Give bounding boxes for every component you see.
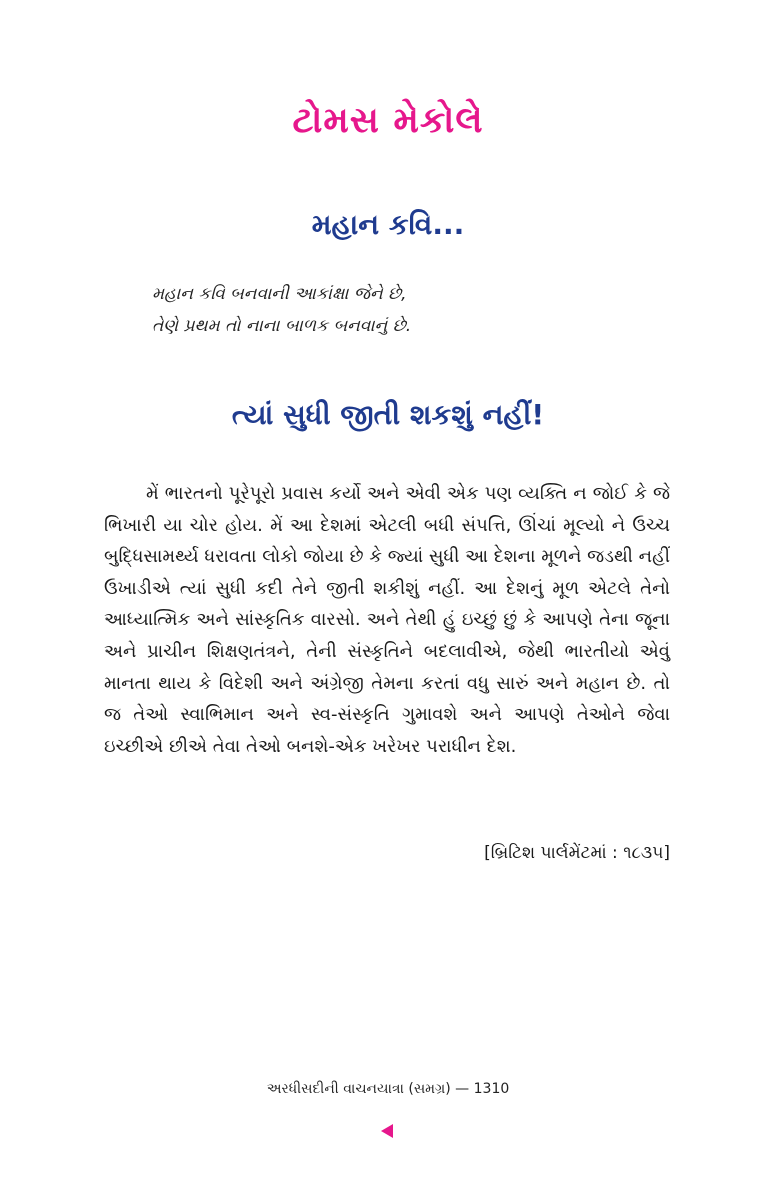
page-title: ટોમસ મેકોલે: [292, 100, 484, 141]
body-paragraph: મેં ભારતનો પૂરેપૂરો પ્રવાસ કર્યો અને એવી એક પણ વ્યક્તિ ન જોઈ કે જે ભિખારી યા ચોર હોય. મેં આ દેશમાં એટલી બધી સંપત્તિ, ઊંચાં મૂલ્યો ને ઉચ્ચ બુદ્ધિસામર્થ્ય ધરાવતા લોકો જોયા છે કે જ્યાં સુધી આ દેશના મૂળને જડથી નહીં ઉખાડીએ ત્યાં સુધી કદી તેને જીતી શકીશું નહીં. આ દેશનું મૂળ એટલે તેનો આધ્યાત્મિક અને સાંસ્કૃતિક વારસો. અને તેથી હું ઇચ્છું છું કે આપણે તેના જૂના અને પ્રાચીન શિક્ષણતંત્રને, તેની સંસ્કૃતિને બદલાવીએ, જેથી ભારતીયો એવું માનતા થાય કે વિદેશી અને અંગ્રેજી તેમના કરતાં વધુ સારું અને મહાન છે. તો જ તેઓ સ્વાભિમાન અને સ્વ-સંસ્કૃતિ ગુમાવશે અને આપણે તેઓને જેવા ઇચ્છીએ છીએ તેવા તેઓ બનશે-એક ખરેખર પરાધીન દેશ.: [104, 483, 671, 757]
poem-line-1: મહાન કવિ બનવાની આકાંક્ષા જેને છે,: [152, 284, 407, 304]
citation-source: [બ્રિટિશ પાર્લમેંટમાં : ૧૮૩૫]: [484, 843, 670, 863]
previous-page-arrow-icon[interactable]: [381, 1124, 393, 1138]
section-heading-great-poet: મહાન કવિ...: [311, 208, 465, 241]
poem-line-2: તેણે પ્રથમ તો નાના બાળક બનવાનું છે.: [152, 316, 412, 336]
page-footer: અરધીસદીની વાચનયાત્રા (સમગ્ર) — 1310: [266, 1081, 510, 1097]
section-heading-cannot-conquer: ત્યાં સુધી જીતી શકશું નહીં!: [231, 398, 545, 431]
poem-block: [152, 278, 411, 342]
